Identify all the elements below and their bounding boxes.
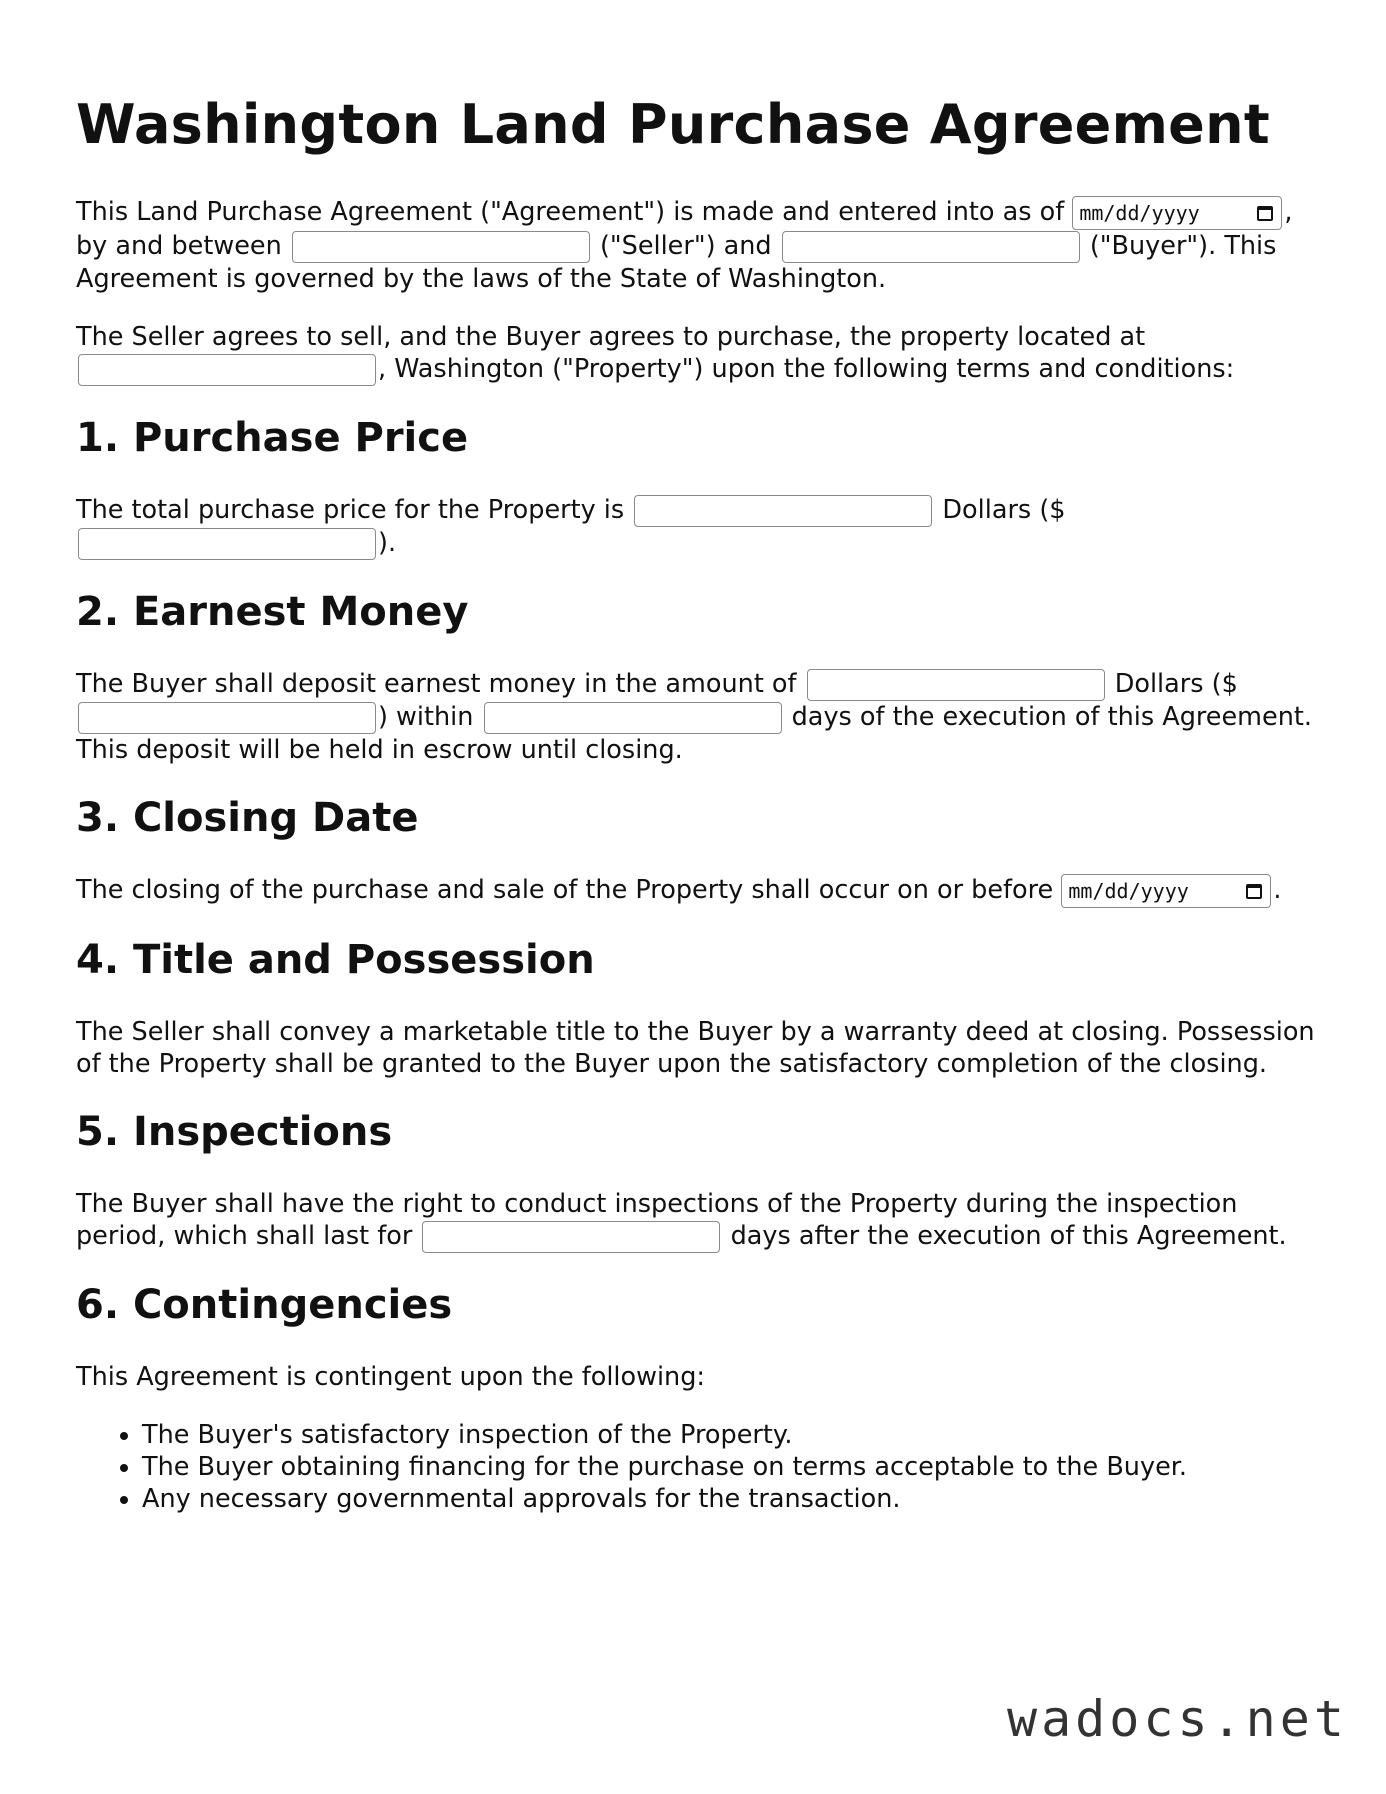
section-text: The total purchase price for the Property is: [76, 495, 625, 525]
section-heading: 2. Earnest Money: [76, 589, 469, 635]
section-text: The closing of the purchase and sale of the Property shall occur on or before: [76, 875, 1054, 905]
section-paragraph: [76, 874, 1316, 908]
agreement-date-input[interactable]: [1072, 196, 1282, 230]
earnest-money-words-input[interactable]: [807, 669, 1105, 701]
intro-paragraph: [76, 196, 1316, 295]
section-contingencies: [76, 1279, 1316, 1515]
inspection-days-input[interactable]: [422, 1221, 720, 1253]
list-item: • The Buyer obtaining financing for the purchase on terms acceptable to the Buyer.: [142, 1451, 1316, 1483]
section-heading: 6. Contingencies: [76, 1282, 453, 1328]
intro-text-3: ("Seller") and: [599, 231, 772, 261]
section-heading: 5. Inspections: [76, 1109, 393, 1155]
section-text: .: [1273, 875, 1282, 905]
section-heading: 1. Purchase Price: [76, 415, 469, 461]
calendar-icon[interactable]: [1246, 884, 1262, 899]
purchase-price-amount-input[interactable]: [78, 528, 376, 560]
section-purchase-price: [76, 412, 1316, 560]
document-title: Washington Land Purchase Agreement: [76, 93, 1270, 156]
section-text: ) within: [378, 702, 474, 732]
list-item: • Any necessary governmental approvals for the transaction.: [142, 1483, 1316, 1515]
earnest-money-amount-input[interactable]: [78, 702, 376, 734]
watermark: wadocs.net: [1006, 1690, 1348, 1748]
calendar-icon[interactable]: [1257, 206, 1273, 221]
list-item: • The Buyer's satisfactory inspection of the Property.: [142, 1419, 1316, 1451]
section-title-possession: [76, 934, 1316, 1080]
section-paragraph: [76, 494, 1316, 560]
property-text-1: The Seller agrees to sell, and the Buyer agrees to purchase, the property located at: [76, 322, 1146, 352]
buyer-name-input[interactable]: [782, 231, 1080, 263]
section-inspections: [76, 1106, 1316, 1253]
section-text: The Buyer shall have the right to conduct inspections of the Property during the inspection period, which shall last for: [76, 1189, 1238, 1251]
closing-date-input[interactable]: [1061, 874, 1271, 908]
section-closing-date: [76, 792, 1316, 908]
section-heading: 3. Closing Date: [76, 795, 419, 841]
section-paragraph: This Agreement is contingent upon the following:: [76, 1362, 705, 1392]
section-paragraph: The Seller shall convey a marketable title to the Buyer by a warranty deed at closing. Possession of the Property shall be granted to the Buyer upon the satisfactory completion of the closing.: [76, 1017, 1315, 1079]
section-earnest-money: [76, 586, 1316, 766]
date-placeholder: mm/dd/yyyy: [1068, 879, 1189, 903]
section-heading: 4. Title and Possession: [76, 937, 595, 983]
section-text: Dollars ($: [1114, 669, 1238, 699]
property-paragraph: [76, 321, 1316, 386]
intro-text-1: This Land Purchase Agreement ("Agreement") is made and entered into as of: [76, 197, 1065, 227]
date-placeholder: mm/dd/yyyy: [1079, 201, 1200, 225]
section-text: days of the execution of this Agreement. This deposit will be held in escrow until closing.: [76, 702, 1312, 765]
intro-text-4: ("Buyer"). This Agreement is governed by the laws of the State of Washington.: [76, 231, 1277, 294]
seller-name-input[interactable]: [292, 231, 590, 263]
property-address-input[interactable]: [78, 354, 376, 386]
section-text: ).: [378, 528, 397, 558]
section-paragraph: [76, 1188, 1316, 1253]
section-paragraph: [76, 668, 1316, 766]
property-text-2: , Washington ("Property") upon the following terms and conditions:: [378, 354, 1235, 384]
earnest-money-days-input[interactable]: [484, 702, 782, 734]
purchase-price-words-input[interactable]: [634, 495, 932, 527]
document: [76, 90, 1316, 1515]
section-text: The Buyer shall deposit earnest money in the amount of: [76, 669, 797, 699]
intro-text-2: , by and between: [76, 197, 1293, 261]
section-text: Dollars ($: [942, 495, 1066, 525]
contingency-list: [76, 1419, 1316, 1515]
section-text: days after the execution of this Agreement.: [730, 1221, 1287, 1251]
